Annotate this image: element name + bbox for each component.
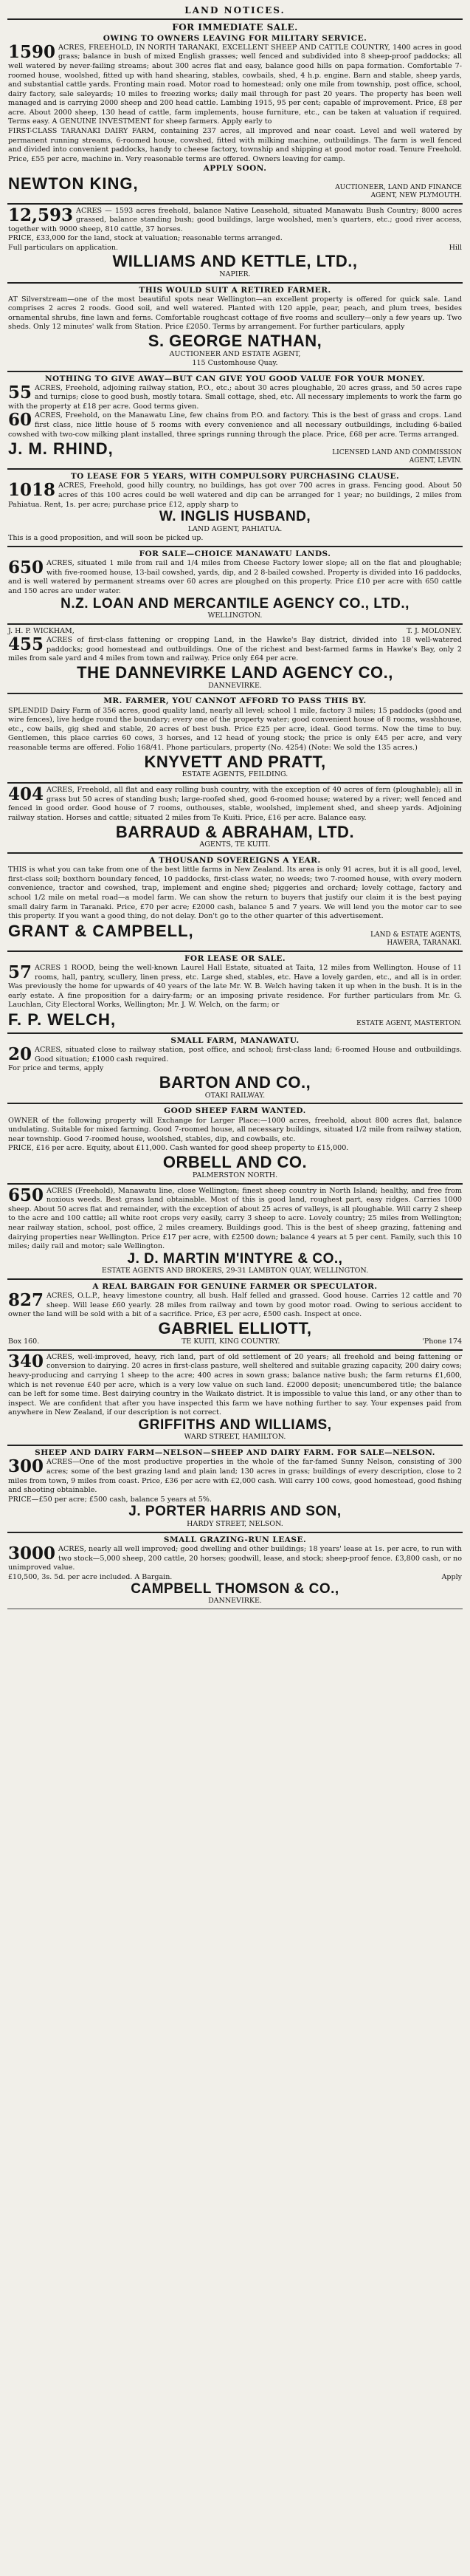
ad-body: THIS is what you can take from one of the best little farms in New Zealand. Its area is only 91 acres, but it is all good, level, first-class soil; boxthorn boundary fenced, 10 paddocks, first-class water, no weeds; two 7-roomed house, with every modern convenience, tractor and cowshed, trap, implement and engine shed; piggeries and orchard; lovely cottage, factory and school 1/2 mile on metal road—a model farm. We can show the return to buyers that justify our claim it is the best paying small dairy farm in Taranaki. Price, £70 per acre; £2000 cash, balance 5 and 7 years. We will lend you the motor car to see this property. If you want a good thing, do not delay. Don't go to the other quarter of this advertisement.	[8, 866, 462, 921]
ad-heading: FOR IMMEDIATE SALE.	[172, 22, 298, 32]
advertiser-name: J. M. RHIND,	[8, 439, 114, 459]
advertiser-name: GRANT & CAMPBELL,	[8, 921, 194, 940]
ad-body: OWNER of the following property will Exchange for Larger Place:—1000 acres, freehold, about 800 acres flat, balance undulating. Suitable for mixed farming. Good 7-roomed house, all necessary buildings, situated 1/2 mile from railway station, near township. Good 7-roomed house, woolshed, stables, dip, and cowbails, etc.	[8, 1116, 462, 1143]
advertiser-location: DANNEVIRKE.	[208, 681, 262, 690]
ad-george-nathan	[7, 284, 463, 372]
ad-lead-number: 12,593	[8, 205, 74, 225]
ad-welch	[7, 952, 463, 1034]
ad-lead-number: 340	[8, 1351, 44, 1371]
page-header: LAND NOTICES.	[7, 3, 463, 20]
advertiser-meta: AUCTIONEER AND ESTATE AGENT,	[169, 349, 301, 358]
ad-body: ACRES — 1593 acres freehold, balance Native Leasehold, situated Manawatu Bush Country; 8000 acres grassed, balance standing bush; good buildings, large woolshed, men's quarters, etc.; good river access, together with 9000 sheep, 810 cattle, 37 horses.	[8, 206, 462, 233]
ad-inglis-husband	[7, 470, 463, 547]
ad-grant-campbell	[7, 854, 463, 952]
advertiser-location: LAND AGENT, PAHIATUA.	[187, 524, 283, 533]
advertiser-name: F. P. WELCH,	[8, 1010, 117, 1029]
ad-body: ACRES, situated 1 mile from rail and 1/4 miles from Cheese Factory lower slope; all on the flat and ploughable; with five-roomed house, 13-bail cowshed, yards, dip, and 2 8-bailed cowshed. Property is divided into 16 paddocks, and is well watered by permanent streams over 60 acres are ploughed on this property. Price £10 per acre with 650 cattle and 150 acres are under water.	[8, 559, 462, 596]
advertiser-name: WILLIAMS AND KETTLE, LTD.,	[112, 251, 358, 270]
ad-rhind	[7, 372, 463, 470]
ad-body: ACRES, FREEHOLD, IN NORTH TARANAKI, EXCELLENT SHEEP AND CATTLE COUNTRY, 1400 acres in good grass; balance in bush of mixed English grasses; well fenced and subdivided into 8 sheep-proof paddocks; all well watered by never-failing streams; about 300 acres flat and easy, balance good hills on papa formation. Comfortable 7-roomed house, woolshed, fitted up with hand shearing, stables, cowbails, shed, 4 h.p. engine. Barn and stable, sheep yards, and substantial cattle yards. Fronting main road. Motor road to homestead; only one mile from township, post office, school, dairy factory, sale saleyards; 10 miles to freezing works; daily mail through for past 20 years. The property has been well managed and is carrying 2000 sheep and 200 head cattle. Lambing 1915, 95 per cent; capable of improvement. Price, £8 per acre. About 2000 sheep, 130 head of cattle, farm implements, house furniture, etc., can be taken at valuation if required. Terms easy. A GENUINE INVESTMENT for sheep farmers. Apply early to	[8, 43, 462, 126]
ad-particulars: Apply	[441, 1572, 462, 1581]
ad-price: PRICE—£50 per acre; £500 cash, balance 5 years at 5%.	[8, 1495, 212, 1504]
ad-knyvett-pratt	[7, 694, 463, 784]
ad-price: PRICE, £33,000 for the land, stock at valuation; reasonable terms arranged.	[8, 234, 283, 243]
ad-lead-number: 57	[8, 962, 32, 982]
advertiser-name: W. INGLIS HUSBAND,	[159, 509, 311, 525]
ad-heading: MR. FARMER, YOU CANNOT AFFORD TO PASS THIS BY.	[103, 696, 367, 706]
advertiser-meta: LAND & ESTATE AGENTS,	[370, 931, 462, 939]
advertiser-location: OTAKI RAILWAY.	[204, 1091, 266, 1100]
ad-box: Box 160.	[8, 1337, 40, 1346]
advertiser-meta: AGENT, LEVIN.	[409, 457, 462, 465]
ad-heading: SHEEP AND DAIRY FARM—NELSON—SHEEP AND DAIRY FARM. FOR SALE—NELSON.	[35, 1448, 435, 1458]
ad-body: ACRES, nearly all well improved; good dwelling and other buildings; 18 years' lease at 1s. per acre, to run with two stock—5,000 sheep, 200 cattle, 20 horses; goodwill, lease, and stock; sheep-proof fence. £3,800 cash, or no unimproved value.	[8, 1544, 462, 1572]
ad-apply: APPLY SOON.	[203, 164, 267, 174]
advertiser-name: NEWTON KING,	[8, 174, 139, 193]
advertiser-location: AGENTS, TE KUITI.	[199, 840, 271, 849]
ad-price: PRICE, £16 per acre. Equity, about £11,000. Cash wanted for good sheep property to £15,000.	[8, 1144, 349, 1153]
ad-body: ACRES, Freehold, good hilly country, no buildings, has got over 700 acres in grass. Fencing good. About 50 acres of this 100 acres could be well watered and dip can be arranged for 1 year; no buildings, 2 miles from Pahiatua. Rent, 1s. per acre; purchase price £12, apply sharp to	[8, 482, 462, 509]
advertiser-name: ORBELL AND CO.	[162, 1152, 308, 1171]
ad-body: ACRES, Freehold, adjoining railway station, P.O., etc.; about 30 acres ploughable, 20 acres grass, and 50 acres rape and turnips; close to good bush, mostly totara. Small cottage, shed, etc. All necessary implements to work the farm go with the property at £18 per acre. Good terms given.	[8, 383, 462, 411]
ad-body: AT Silverstream—one of the most beautiful spots near Wellington—an excellent property is offered for quick sale. Land comprises 2 acres 2 roods. Good soil, and well watered. Planted with 120 apple, pear, peach, and plum trees, besides ornamental shrubs, fine lawn and ferns. Comfortable roughcast cottage of five rooms and scullery—only a few years up. Two sheds. Only 12 minutes' walk from Station. Price £2050. Terms by arrangement. For further particulars, apply	[8, 295, 462, 332]
advertiser-name: GRIFFITHS AND WILLIAMS,	[138, 1417, 332, 1433]
ad-lead-number: 1590	[8, 41, 56, 62]
advertiser-meta: AUCTIONEER, LAND AND FINANCE	[335, 183, 462, 191]
ad-lead-number: 300	[8, 1456, 44, 1477]
ad-lead-number: 650	[8, 1185, 44, 1205]
advertiser-location: TE KUITI, KING COUNTRY.	[182, 1337, 280, 1346]
advertiser-location: NAPIER.	[219, 270, 251, 278]
advertiser-name: J. PORTER HARRIS AND SON,	[128, 1504, 342, 1520]
advertiser-name: CAMPBELL THOMSON & CO.,	[131, 1580, 339, 1597]
ad-body: ACRES, O.L.P., heavy limestone country, all bush. Half felled and grassed. Good house. Carries 12 cattle and 70 sheep. Will lease £60 yearly. 28 miles from railway and town by good motor road. Owing to serious accident to owner the land will be sold with a bit of a sacrifice. Price, £3 per acre, £500 cash. Inspect at once.	[8, 1292, 462, 1319]
ad-body: ACRES—One of the most productive properties in the whole of the far-famed Sunny Nelson, consisting of 300 acres; some of the best grazing land and plain land; 130 acres in grass; buildings of every description, close to 2 miles from town, 9 miles from coast. Price, £36 per acre with £2,000 cash. Will carry 100 cows, good homestead, good fishing and shooting obtainable.	[8, 1458, 462, 1495]
ad-lead-number: 455	[8, 634, 44, 655]
advertiser-name: S. GEORGE NATHAN,	[148, 332, 322, 351]
advertiser-name: J. D. MARTIN M'INTYRE & CO.,	[127, 1250, 343, 1267]
ad-martin-mintyre	[7, 1185, 463, 1281]
advertiser-meta: 115 Customhouse Quay.	[192, 358, 278, 367]
advertiser-meta: LICENSED LAND AND COMMISSION	[332, 449, 462, 457]
ad-particulars: For price and terms, apply	[8, 1064, 104, 1073]
ad-signatory: J. H. P. WICKHAM,	[8, 627, 75, 636]
ad-heading: THIS WOULD SUIT A RETIRED FARMER.	[139, 285, 331, 295]
ad-barton	[7, 1034, 463, 1105]
advertiser-meta: HAWERA, TARANAKI.	[387, 939, 462, 947]
ad-heading: A THOUSAND SOVEREIGNS A YEAR.	[149, 856, 321, 866]
ad-lead-number: 60	[8, 410, 32, 431]
advertiser-meta: AGENT, NEW PLYMOUTH.	[370, 191, 462, 199]
advertiser-name: THE DANNEVIRKE LAND AGENCY CO.,	[77, 662, 393, 682]
advertiser-name: N.Z. LOAN AND MERCANTILE AGENCY CO., LTD.,	[61, 595, 409, 612]
advertiser-location: ESTATE AGENTS, FEILDING.	[182, 770, 288, 779]
advertiser-name: KNYVETT AND PRATT,	[144, 752, 326, 771]
ad-phone: 'Phone 174	[422, 1337, 462, 1346]
ad-heading: TO LEASE FOR 5 YEARS, WITH COMPULSORY PURCHASING CLAUSE.	[70, 472, 400, 482]
ad-lead-number: 1018	[8, 480, 56, 501]
ad-body: ACRES of first-class fattening or cropping Land, in the Hawke's Bay district, divided into 18 well-watered paddocks; good homestead and outbuildings. One of the richest and best-farmed farms in Hawke's Bay, only 2 miles from sale yard and 4 miles from town and railway. Price only £64 per acre.	[8, 636, 462, 663]
ad-lead-number: 827	[8, 1290, 44, 1311]
ad-heading: GOOD SHEEP FARM WANTED.	[164, 1106, 306, 1116]
advertiser-name: BARRAUD & ABRAHAM, LTD.	[115, 822, 355, 841]
ad-particulars: Full particulars on application.	[8, 243, 118, 252]
ad-gabriel-elliott	[7, 1280, 463, 1351]
advertiser-name: BARTON AND CO.,	[159, 1072, 311, 1092]
ad-porter-harris	[7, 1446, 463, 1532]
ad-dannevirke-land	[7, 625, 463, 694]
ad-body-2: FIRST-CLASS TARANAKI DAIRY FARM, containing 237 acres, all improved and near coast. Level and well watered by permanent running streams, 6-roomed house, cowshed, fitted with milking machine, outbuildings. The farm is well fenced and divided into convenient paddocks, handy to cheese factory, township and shipping at good motor road. Tenure Freehold. Price, £55 per acre, machine in. Very reasonable terms are offered. Owners leaving for camp.	[8, 127, 462, 163]
ad-heading: SMALL GRAZING-RUN LEASE.	[163, 1535, 307, 1544]
ad-heading: NOTHING TO GIVE AWAY—BUT CAN GIVE YOU GOOD VALUE FOR YOUR MONEY.	[44, 374, 426, 383]
newspaper-page	[7, 0, 463, 2573]
advertiser-location: PALMERSTON NORTH.	[192, 1171, 278, 1179]
ad-body: ACRES, situated close to railway station, post office, and school; first-class land; 6-roomed House and outbuildings. Good situation; £1000 cash required.	[35, 1046, 462, 1063]
ad-griffiths-williams	[7, 1351, 463, 1447]
ad-body: ACRES 1 ROOD, being the well-known Laurel Hall Estate, situated at Taita, 12 miles from Wellington. House of 11 rooms, hall, pantry, scullery, linen press, etc. Large shed, stables, etc. Have a lovely garden, etc., and all is in order. Was previously the home for upwards of 40 years of the late Mr. W. B. Welch having taken it up when in the bush. It is in the early estate. A fine proposition for a dairy-farm; or an imposing private residence. For further particulars from Mr. G. Lauchlan, City Electoral Works, Wellington; Mr. J. W. Welch, on the farm; or	[8, 963, 462, 1010]
ad-lead-number: 3000	[8, 1543, 56, 1563]
ad-ref: Hill	[449, 243, 462, 252]
advertiser-location: DANNEVIRKE.	[208, 1597, 262, 1606]
advertiser-location: ESTATE AGENTS AND BROKERS, 29-31 LAMBTON QUAY, WELLINGTON.	[101, 1267, 369, 1275]
ad-body: ACRES (Freehold), Manawatu line, close Wellington; finest sheep country in North Island; healthy, and free from noxious weeds. Best grass land obtainable. Most of this is good land, roughest part, easy ridges. Carries 1000 sheep. About 50 acres flat and remainder, with the exception of about 25 acres of valleys, is all ploughable. Will carry 2 sheep to the acre and 100 cattle; all white root crops very easily, carry 3 sheep to acre. Lovely country; 25 miles from Wellington; near railway station, school, post office, 2 miles creamery. Buildings good. This is the best of sheep grazing, fattening and dairying properties near Wellington. Price £17 per acre, with £2500 down; balance 4 years at 5 per cent. Family, such this 10 miles; daily rail and motor; sale Wellington.	[8, 1186, 462, 1251]
ad-note: This is a good proposition, and will soon be picked up.	[8, 533, 204, 542]
ad-body: ACRES, well-improved, heavy, rich land, part of old settlement of 20 years; all freehold and being fattening or conversion to dairying. 20 acres in first-class pasture, well sheltered and suitable grazing capacity, 200 dairy cows; heavy-producing and carrying 1 sheep to the acre; 400 acres in sown grass; balance native bush; the farm returns £1,600, which is net revenue £40 per acre, which is a very low value on such land. £2000 deposit; unencumbered title; the balance can be left for some time. Best dairying country in the Waikato district. It is impossible to value this land, or any other than to inspect. We are confident that after you have inspected this farm we have nothing further to say. Your expenses paid from anywhere in New Zealand, if our description is not correct.	[8, 1352, 462, 1417]
ad-price: £10,500, 3s. 5d. per acre included. A Bargain.	[8, 1572, 173, 1581]
ad-subheading: OWING TO OWNERS LEAVING FOR MILITARY SERVICE.	[103, 33, 367, 43]
advertiser-location: WELLINGTON.	[207, 612, 263, 620]
advertiser-name: GABRIEL ELLIOTT,	[158, 1319, 312, 1338]
ad-lead-number: 404	[8, 784, 44, 805]
ad-barraud-abraham	[7, 784, 463, 854]
ad-body: ACRES, Freehold, on the Manawatu Line, few chains from P.O. and factory. This is the best of grass and crops. Land first class, nice little house of 5 rooms with every convenience and all necessary outbuildings, including 6-bailed cowshed with two-cow milking plant installed, three springs running through the place. Price, £68 per acre. Terms arranged.	[8, 411, 462, 439]
ad-heading: A REAL BARGAIN FOR GENUINE FARMER OR SPECULATOR.	[92, 1282, 378, 1292]
advertiser-location: WARD STREET, HAMILTON.	[184, 1433, 286, 1442]
ad-signatory: T. J. MOLONEY.	[406, 627, 462, 636]
advertiser-location: ESTATE AGENT, MASTERTON.	[356, 1019, 462, 1027]
ad-heading: FOR LEASE OR SALE.	[184, 953, 286, 963]
ad-heading: FOR SALE—CHOICE MANAWATU LANDS.	[139, 549, 331, 559]
ad-lead-number: 650	[8, 558, 44, 578]
ad-lead-number: 55	[8, 382, 32, 402]
ad-nz-loan	[7, 547, 463, 625]
ad-campbell-thomson	[7, 1533, 463, 1609]
ad-body: SPLENDID Dairy Farm of 356 acres, good quality land, nearly all level; school 1 mile, factory 3 miles; 15 paddocks (good and wire fences), live hedge round the boundary; every one of the property water; good convenient house of 8 rooms, washhouse, etc., cow bails, gig shed and stable, 20 acres of best bush. Price £25 per acre, ideal. Good terms. Now the time to buy. Gentlemen, this place carries 60 cows, 3 horses, and 12 head of young stock; the price is only £45 per acre, and very reasonable terms are offered. Folio 168/41. Phone particulars, property (No. 4254) (Note: We sold the 135 acres.)	[8, 706, 462, 752]
ad-body: ACRES, Freehold, all flat and easy rolling bush country, with the exception of 40 acres of fern (ploughable); all in grass but 50 acres of standing bush; large-roofed shed, good 6-roomed house; watered by a river; well fenced and fenced in good order. Good house of 7 rooms, outhouses, stable, woolshed, implement shed, and sheep yards. Adjoining railway station. Horses and cattle; situated 2 miles from Te Kuiti. Price, £16 per acre. Balance easy.	[8, 786, 462, 822]
ad-orbell	[7, 1104, 463, 1184]
ad-newton-king	[7, 20, 463, 205]
ad-heading: SMALL FARM, MANAWATU.	[170, 1035, 300, 1045]
ad-williams-kettle	[7, 205, 463, 284]
ad-lead-number: 20	[8, 1044, 32, 1065]
advertiser-location: HARDY STREET, NELSON.	[187, 1519, 283, 1528]
